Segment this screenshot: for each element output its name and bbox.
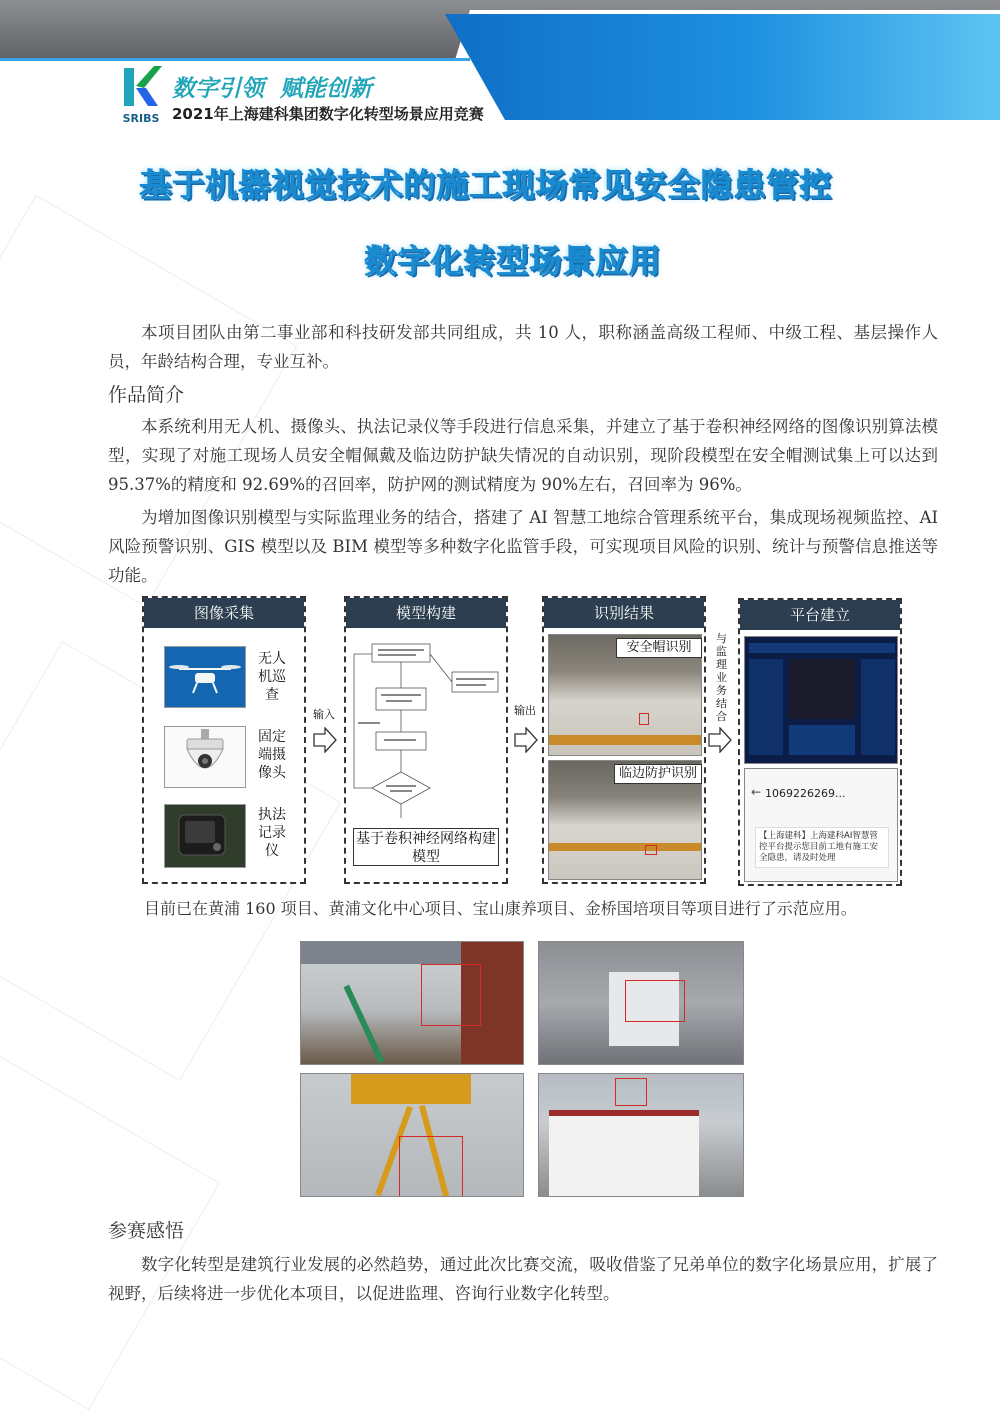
model-caption: 基于卷积神经网络构建模型: [353, 828, 499, 866]
panel-title: 模型构建: [346, 598, 506, 628]
drone-label: 无人机巡查: [258, 651, 286, 703]
competition-name: 2021年上海建科集团数字化转型场景应用竞赛: [172, 105, 484, 123]
site-photo-2: [538, 941, 744, 1065]
intro-body-p2: 为增加图像识别模型与实际监理业务的结合，搭建了 AI 智慧工地综合管理系统平台，集成现场视频监控、AI 风险预警识别、GIS 模型以及 BIM 模型等多种数字化监管手段，可实现项目风险的识别、统计与预警信息推送等功能。: [108, 508, 938, 585]
section-heading-reflection: 参赛感悟: [108, 1220, 185, 1242]
panel-model-build: [344, 596, 508, 884]
detection-box: [639, 713, 649, 725]
section-heading-intro: 作品简介: [108, 384, 185, 406]
intro-paragraph: 本项目团队由第二事业部和科技研发部共同组成，共 10 人，职称涵盖高级工程师、中级工程、基层操作人员，年龄结构合理，专业互补。: [108, 323, 938, 371]
camera-highlight-box: [399, 1136, 463, 1197]
arrow-label-input: 输入: [313, 708, 335, 721]
recorder-image: [164, 804, 246, 868]
back-icon: ←: [751, 785, 762, 799]
arrow-right-icon: [313, 727, 337, 753]
sms-screenshot: [744, 768, 898, 882]
site-photo-3: [300, 1073, 524, 1197]
camera-highlight-box: [625, 980, 685, 1022]
main-title-line2: 数字化转型场景应用: [364, 242, 662, 280]
site-photo-1: [300, 941, 524, 1065]
intro-body-p1: 本系统利用无人机、摄像头、执法记录仪等手段进行信息采集，并建立了基于卷积神经网络的图像识别算法模型，实现了对施工现场人员安全帽佩戴及临边防护缺失情况的自动识别，现阶段模型在安全帽测试集上可以达到 95.37%的精度和 92.69%的召回率，防护网的测试精度为 90%左右，召回率为 96%。: [108, 417, 938, 494]
edge-protection-label: 临边防护识别: [614, 764, 702, 784]
panel-title: 图像采集: [144, 598, 304, 628]
panel-image-capture: [142, 596, 306, 884]
panel-title: 识别结果: [544, 598, 704, 628]
model-flowchart: [350, 632, 502, 822]
header-slogan: 数字引领 赋能创新: [172, 76, 373, 102]
site-photo-4: [538, 1073, 744, 1197]
demo-application-text: 目前已在黄浦 160 项目、黄浦文化中心项目、宝山康养项目、金桥国培项目等项目进行了示范应用。: [144, 899, 857, 918]
recorder-label: 执法记录仪: [258, 807, 286, 859]
drone-image: [164, 646, 246, 708]
reflection-paragraph: 数字化转型是建筑行业发展的必然趋势，通过此次比赛交流，吸收借鉴了兄弟单位的数字化场景应用，扩展了视野，后续将进一步优化本项目，以促进监理、咨询行业数字化转型。: [108, 1255, 938, 1303]
platform-dashboard: [744, 636, 898, 764]
arrow-label-supervision: 与监理业务结合: [716, 632, 727, 723]
arrow-right-icon: [708, 727, 732, 753]
panel-recognition-results: [542, 596, 706, 884]
panel-platform: [738, 598, 902, 886]
panel-title: 平台建立: [740, 600, 900, 630]
header-accent-line: [0, 58, 470, 61]
logo-text: SRIBS: [122, 112, 160, 125]
arrow-label-output: 输出: [514, 704, 536, 717]
camera-highlight-box: [615, 1078, 647, 1106]
header-blue-band: [445, 14, 1000, 120]
camera-highlight-box: [421, 964, 481, 1026]
sms-body: 【上海建科】上海建科AI智慧管控平台提示您目前工地有施工安全隐患，请及时处理: [755, 827, 889, 868]
sribs-logo: [118, 64, 164, 126]
helmet-label: 安全帽识别: [616, 638, 702, 658]
detection-box: [645, 845, 657, 855]
camera-label: 固定端摄像头: [258, 729, 286, 781]
sms-number: 1069226269...: [765, 787, 846, 800]
main-title-line1: 基于机器视觉技术的施工现场常见安全隐患管控: [139, 166, 833, 204]
camera-image: [164, 726, 246, 788]
arrow-right-icon: [514, 727, 538, 753]
